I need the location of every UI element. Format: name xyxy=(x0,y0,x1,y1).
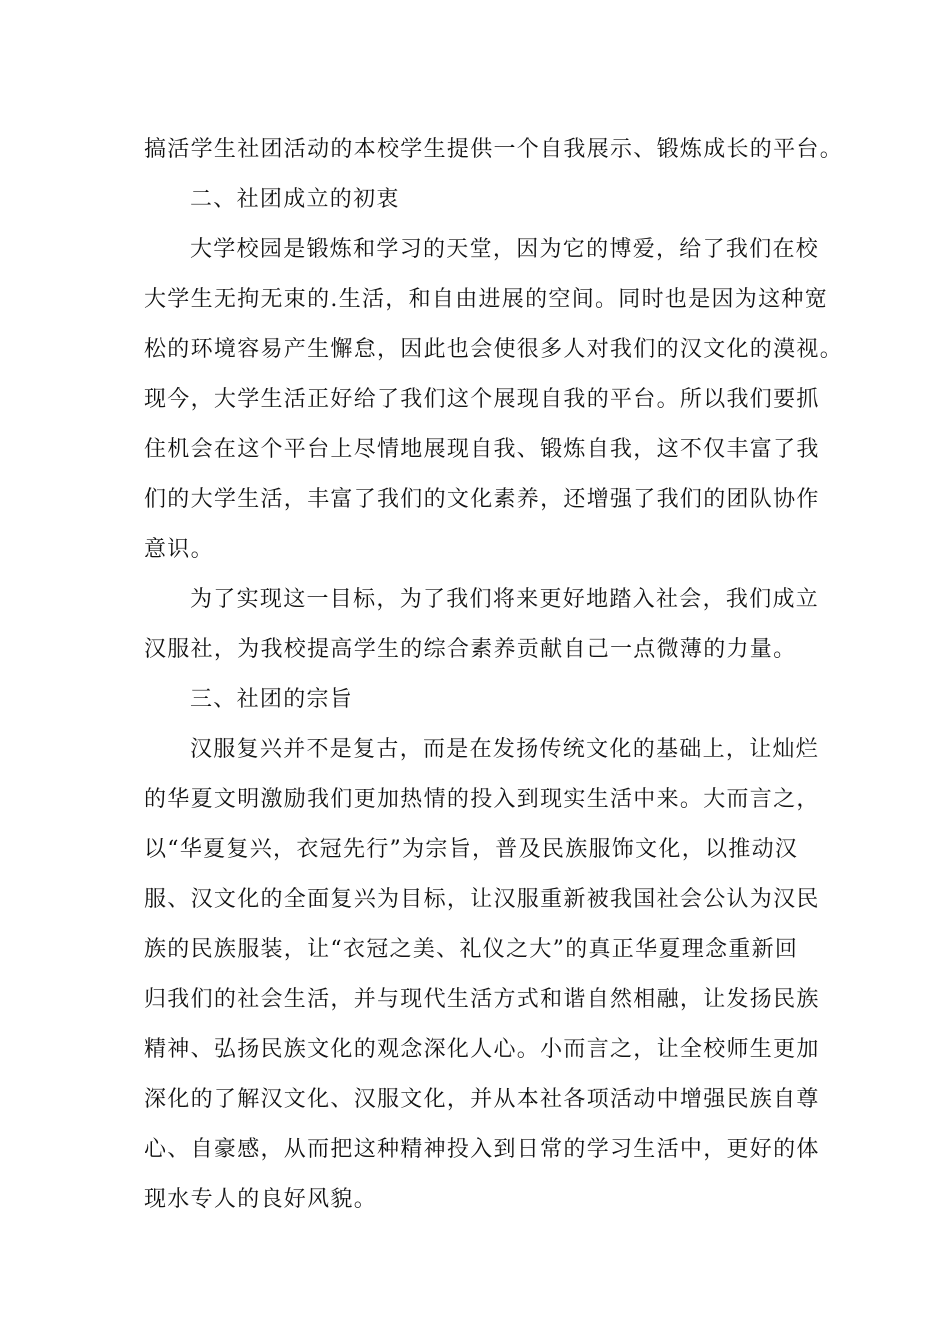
text-line: 为了实现这一目标，为了我们将来更好地踏入社会，我们成立 xyxy=(190,587,820,612)
text-line: 心、自豪感，从而把这种精神投入到日常的学习生活中，更好的体 xyxy=(144,1137,820,1162)
text-line: 大学生无拘无束的.生活，和自由进展的空间。同时也是因为这种宽 xyxy=(144,287,828,312)
text-line: 的华夏文明激励我们更加热情的投入到现实生活中来。大而言之， xyxy=(144,787,820,812)
text-line: 深化的了解汉文化、汉服文化，并从本社各项活动中增强民族自尊 xyxy=(144,1087,820,1112)
text-line: 搞活学生社团活动的本校学生提供一个自我展示、锻炼成长的平台。 xyxy=(144,137,844,162)
text-line: 族的民族服装，让“衣冠之美、礼仪之大”的真正华夏理念重新回 xyxy=(144,937,799,962)
text-line: 们的大学生活，丰富了我们的文化素养，还增强了我们的团队协作 xyxy=(144,487,820,512)
text-line: 现水专人的良好风貌。 xyxy=(144,1187,378,1212)
section-heading: 三、社团的宗旨 xyxy=(190,687,354,712)
text-line: 大学校园是锻炼和学习的天堂，因为它的博爱，给了我们在校 xyxy=(190,237,820,262)
text-line: 汉服复兴并不是复古，而是在发扬传统文化的基础上，让灿烂 xyxy=(190,737,820,762)
text-line: 归我们的社会生活，并与现代生活方式和谐自然相融，让发扬民族 xyxy=(144,987,820,1012)
section-heading: 二、社团成立的初衷 xyxy=(190,187,400,212)
text-line: 意识。 xyxy=(144,537,214,562)
text-line: 现今，大学生活正好给了我们这个展现自我的平台。所以我们要抓 xyxy=(144,387,820,412)
text-line: 松的环境容易产生懈怠，因此也会使很多人对我们的汉文化的漠视。 xyxy=(144,337,844,362)
text-line: 精神、弘扬民族文化的观念深化人心。小而言之，让全校师生更加 xyxy=(144,1037,820,1062)
text-line: 以“华夏复兴，衣冠先行”为宗旨，普及民族服饰文化，以推动汉 xyxy=(144,837,799,862)
text-line: 汉服社，为我校提高学生的综合素养贡献自己一点微薄的力量。 xyxy=(144,637,797,662)
text-line: 服、汉文化的全面复兴为目标，让汉服重新被我国社会公认为汉民 xyxy=(144,887,820,912)
text-line: 住机会在这个平台上尽情地展现自我、锻炼自我，这不仅丰富了我 xyxy=(144,437,820,462)
